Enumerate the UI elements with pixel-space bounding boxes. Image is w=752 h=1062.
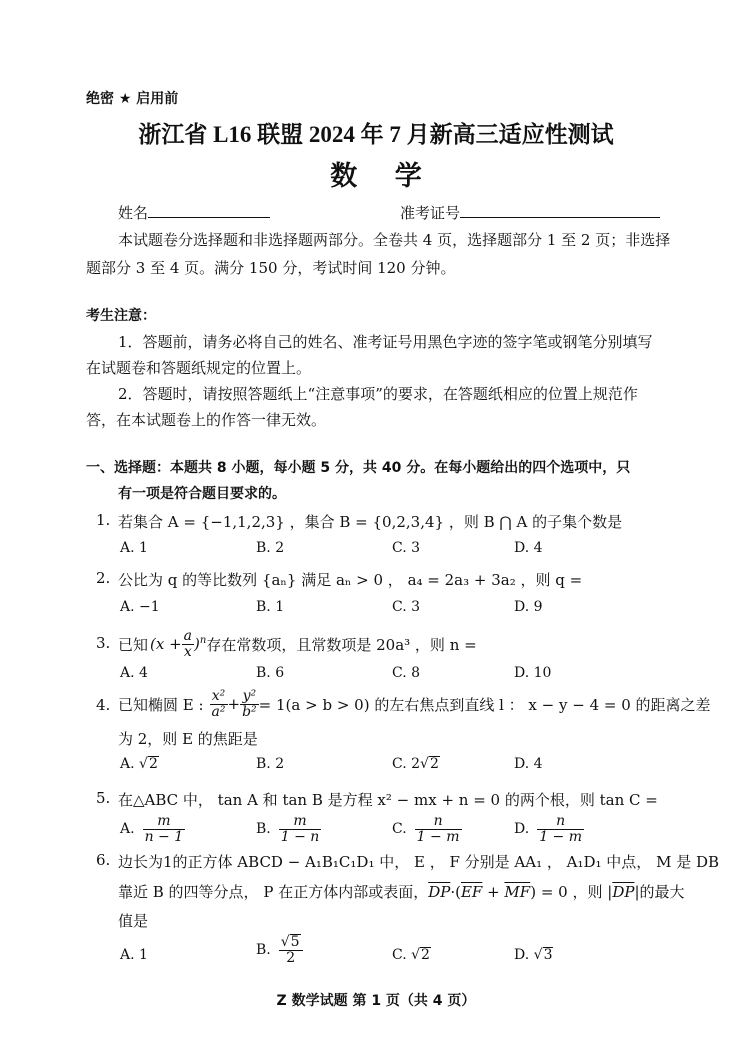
- question-3-option-c: C. 8: [392, 665, 421, 681]
- question-6-line-2: 靠近 B 的四等分点， P 在正方体内部或表面，$\overline{DP}\cdot(\overline{EF} + \overline{MF}) = 0$ ，则 $|\overline{DP}|$的最大: [118, 883, 685, 901]
- name-blank: [148, 203, 270, 218]
- question-6-option-c: C. √2: [392, 947, 430, 963]
- notice-title: 考生注意：: [86, 308, 156, 324]
- intro-line-2: 题部分 3 至 4 页。满分 150 分，考试时间 120 分钟。: [86, 259, 456, 277]
- notice-item-2-line-1: 2．答题时，请按照答题纸上“注意事项”的要求，在答题纸相应的位置上规范作: [118, 385, 638, 403]
- question-1-option-b: B. 2: [256, 540, 285, 556]
- notice-item-1-line-1: 1．答题前，请务必将自己的姓名、准考证号用黑色字迹的签字笔或钢笔分别填写: [118, 333, 653, 351]
- question-6-number: 6.: [96, 851, 111, 869]
- question-6-line-1: 边长为1的正方体 ABCD − A₁B₁C₁D₁ 中， E ， F 分别是 AA₁ ， A₁D₁ 中点， M 是 DB: [118, 853, 720, 871]
- question-6-option-a: A. 1: [120, 947, 148, 963]
- question-1-option-a: A. 1: [120, 540, 148, 556]
- question-4-option-d: D. 4: [514, 756, 543, 772]
- question-6-option-b: B. $\frac{√5}{2}$: [256, 934, 303, 966]
- id-blank: [460, 203, 660, 218]
- question-3-fraction: $\frac{a}{x}$: [183, 627, 193, 660]
- name-field: [118, 202, 270, 223]
- question-4-number: 4.: [96, 696, 111, 714]
- intro-line-1: 本试题卷分选择题和非选择题两部分。全卷共 4 页，选择题部分 1 至 2 页；非选择: [118, 231, 671, 249]
- question-5-option-b: B. $\frac{m}{1 - n}$: [256, 813, 320, 845]
- exam-title: 浙江省 L16 联盟 2024 年 7 月新高三适应性测试: [138, 122, 614, 147]
- question-4-option-c: C. 2√2: [392, 756, 439, 772]
- notice-item-2-line-2: 答，在本试题卷上的作答一律无效。: [86, 411, 327, 429]
- question-3-option-a: A. 4: [120, 665, 148, 681]
- question-5-stem: 在△ABC 中， tan A 和 tan B 是方程 x² − mx + n = 0 的两个根，则 tan C =: [118, 791, 658, 809]
- section-heading-line-2: 有一项是符合题目要求的。: [118, 486, 286, 502]
- question-6-option-d: D. √3: [514, 947, 553, 963]
- section-heading-line-1: 一、选择题：本题共 8 小题，每小题 5 分，共 40 分。在每小题给出的四个选项中，只: [86, 460, 631, 476]
- question-3-number: 3.: [96, 634, 111, 652]
- question-1-stem: 若集合 A = {−1,1,2,3} ，集合 B = {0,2,3,4} ，则 B ⋂ A 的子集个数是: [118, 513, 623, 531]
- question-3-post: 存在常数项，且常数项是 20a³ ，则 n =: [206, 635, 477, 654]
- subject-title: 数 学: [330, 161, 422, 192]
- question-4-pre: 已知椭圆 E :: [118, 695, 204, 714]
- question-1-option-d: D. 4: [514, 540, 543, 556]
- id-label: 准考证号: [400, 204, 461, 222]
- question-2-option-a: A. −1: [120, 599, 160, 615]
- question-4-post: = 1(a > b > 0) 的左右焦点到直线 l ： x − y − 4 = 0 的距离之差: [258, 695, 711, 714]
- question-4-line-2: 为 2，则 E 的焦距是: [118, 730, 258, 748]
- question-3-stem: 已知 (x + $\frac{a}{x}$ )$^n$ 存在常数项，且常数项是 20a³ ，则 n =: [118, 627, 477, 660]
- question-1-option-c: C. 3: [392, 540, 421, 556]
- question-2-number: 2.: [96, 569, 111, 587]
- notice-item-1-line-2: 在试题卷和答题纸规定的位置上。: [86, 359, 312, 377]
- question-3-pre: 已知: [118, 635, 149, 654]
- question-4-fraction-y: $\frac{\text{y²}}{\text{b²}}$: [242, 687, 257, 720]
- page-footer: Z 数学试题 第 1 页（共 4 页）: [276, 993, 476, 1009]
- question-4-option-a: A. √2: [120, 756, 158, 772]
- confidential-label: 绝密 ★ 启用前: [86, 91, 179, 107]
- question-5-option-d: D. $\frac{n}{1 - m}$: [514, 813, 583, 845]
- question-5-number: 5.: [96, 789, 111, 807]
- question-4-fraction-x: $\frac{\text{x²}}{\text{a²}}$: [211, 687, 226, 720]
- question-4-stem: 已知椭圆 E : $\frac{\text{x²}}{\text{a²}}$ + $\frac{\text{y²}}{\text{b²}}$ = 1(a > b > 0) 的左右焦点到直线 l ： x − y − 4 = 0 的距离之差: [118, 687, 711, 720]
- question-2-stem: 公比为 q 的等比数列 {aₙ} 满足 aₙ > 0 ， a₄ = 2a₃ + 3a₂ ，则 q =: [118, 571, 583, 589]
- question-5-option-c: C. $\frac{n}{1 - m}$: [392, 813, 460, 845]
- question-2-option-b: B. 1: [256, 599, 285, 615]
- question-1-number: 1.: [96, 511, 111, 529]
- question-2-option-c: C. 3: [392, 599, 421, 615]
- question-4-option-b: B. 2: [256, 756, 285, 772]
- name-label: 姓名: [118, 204, 149, 222]
- question-3-option-d: D. 10: [514, 665, 552, 681]
- question-2-option-d: D. 9: [514, 599, 543, 615]
- id-field: [400, 202, 660, 223]
- question-3-option-b: B. 6: [256, 665, 285, 681]
- question-5-option-a: A. $\frac{m}{n - 1}$: [120, 813, 184, 845]
- question-6-line-3: 值是: [118, 912, 149, 930]
